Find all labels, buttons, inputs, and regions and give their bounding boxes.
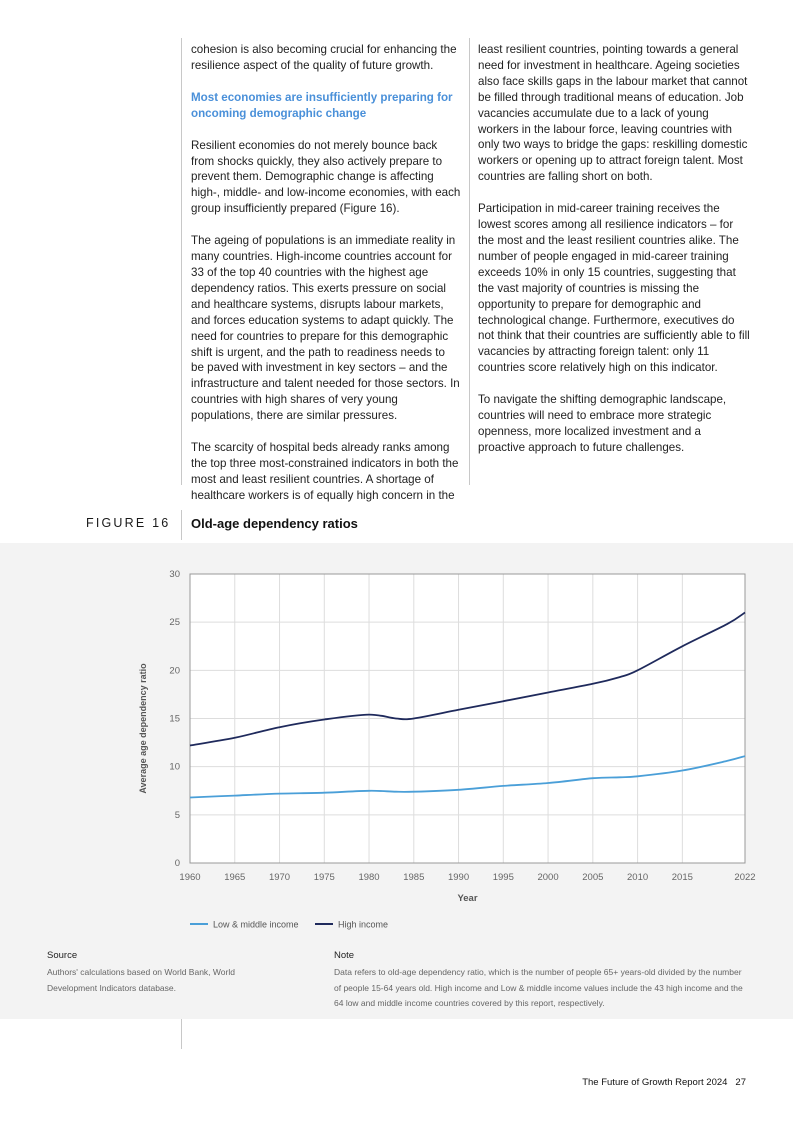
x-tick-label: 1985 <box>403 872 425 883</box>
x-tick-label: 1960 <box>179 872 201 883</box>
y-tick-label: 0 <box>174 858 180 869</box>
x-tick-label: 2000 <box>537 872 559 883</box>
paragraph: To navigate the shifting demographic landscape, countries will need to embrace more strategic openness, more localized investment and a proactive approach to future challenges. <box>478 393 727 454</box>
page-footer <box>582 1077 746 1088</box>
note-heading: Note <box>334 950 355 961</box>
x-tick-label: 2010 <box>627 872 649 883</box>
x-tick-label: 1965 <box>224 872 246 883</box>
y-tick-label: 30 <box>169 569 180 580</box>
x-tick-label: 1980 <box>358 872 380 883</box>
figure-divider <box>181 510 182 540</box>
report-title: The Future of Growth Report 2024 <box>582 1077 728 1088</box>
page-number: 27 <box>735 1077 746 1088</box>
legend-label: Low & middle income <box>213 919 299 930</box>
x-tick-label: 1990 <box>447 872 470 883</box>
paragraph: The scarcity of hospital beds already ranks among the top three most-constrained indicators in both the most and least resilient countries. A shortage of healthcare workers is of equally high concern in the <box>191 441 459 502</box>
figure-label: FIGURE 16 <box>86 516 171 530</box>
paragraph: cohesion is also becoming crucial for enhancing the resilience aspect of the quality of future growth. <box>191 43 457 72</box>
footer-divider <box>181 1019 182 1049</box>
paragraph: The ageing of populations is an immediate reality in many countries. High-income countries account for 33 of the top 40 countries with the highest age dependency ratios. This exerts pressure on social and healthcare systems, disrupts labour markets, and forces education systems to adapt quickly. The need for countries to prepare for this demographic shift is urgent, and the path to readiness needs to be paved with investment in key sectors – and the infrastructure and talent needed for those sectors. In countries with high shares of very young populations, there are similar pressures. <box>191 234 460 423</box>
section-subheading: Most economies are insufficiently preparing for oncoming demographic change <box>191 90 453 120</box>
x-tick-label: 1995 <box>492 872 514 883</box>
legend-label: High income <box>338 919 389 930</box>
y-tick-label: 10 <box>169 761 180 773</box>
figure-panel <box>0 543 793 1019</box>
x-tick-label: 2005 <box>582 872 604 883</box>
line-chart <box>0 543 793 943</box>
x-axis-title: Year <box>457 893 478 904</box>
source-text: Authors' calculations based on World Bank, World Development Indicators database. <box>47 967 235 993</box>
paragraph: Resilient economies do not merely bounce back from shocks quickly, they also actively prepare to prevent them. Demographic change is affecting high-, middle- and low-income economies, with each group insufficiently prepared (Figure 16). <box>191 138 461 216</box>
text-column-left <box>191 42 461 520</box>
source-heading: Source <box>47 950 78 961</box>
y-tick-label: 5 <box>174 809 180 821</box>
x-tick-label: 2022 <box>734 872 756 883</box>
x-tick-label: 2015 <box>671 872 693 883</box>
text-column-right <box>478 42 750 472</box>
y-tick-label: 15 <box>169 713 180 725</box>
y-axis-title: Average age dependency ratio <box>138 663 148 794</box>
figure-title: Old-age dependency ratios <box>191 516 358 531</box>
x-tick-label: 1975 <box>313 872 335 883</box>
column-divider <box>469 38 470 485</box>
paragraph: Participation in mid-career training receives the lowest scores among all resilience indicators – for the most and the least resilient countries alike. The number of people engaged in mid-career training exceeds 10% in only 15 countries, suggesting that the vast majority of countries is missing the opportunity to prepare for demographic and technological change. Furthermore, executives do not think that their countries are sufficiently able to fill vacancies by attracting foreign talent: only 11 countries score relatively high on this indicator. <box>478 202 750 375</box>
paragraph: least resilient countries, pointing towards a general need for investment in healthcare. Ageing societies also face skills gaps in the labour market that cannot be filled through traditional means of education. Job vacancies accumulate due to a lack of young workers in the labour force, leaving countries with only two ways to bridge the gaps: reskilling domestic workers or opening up to attract foreign talent. Most countries are falling short on both. <box>478 43 748 184</box>
x-tick-label: 1970 <box>268 872 291 883</box>
note-text: Data refers to old-age dependency ratio, which is the number of people 65+ years-old divided by the number of people 15-64 years old. High income and Low & middle income values include the 43 high income and the 64 low and middle income countries covered by this report, respectively. <box>334 967 743 1008</box>
column-divider <box>181 38 182 485</box>
y-tick-label: 25 <box>169 617 180 629</box>
y-tick-label: 20 <box>169 665 180 677</box>
